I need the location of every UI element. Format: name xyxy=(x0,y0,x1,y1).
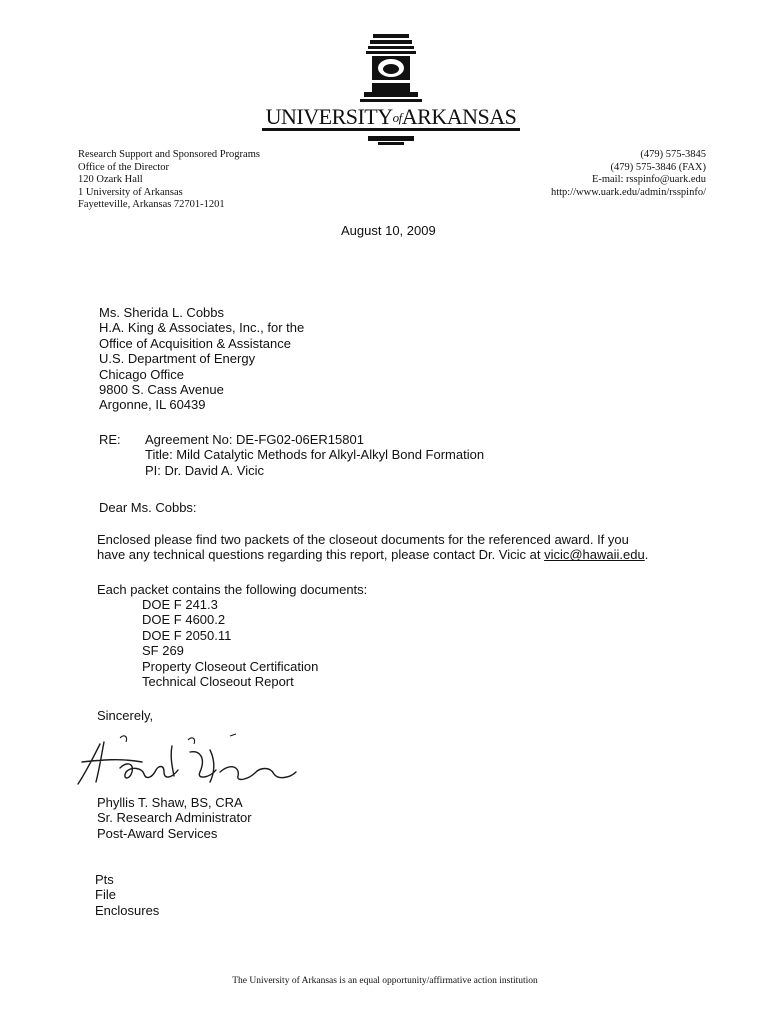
signer-name: Phyllis T. Shaw, BS, CRA xyxy=(97,795,243,810)
paragraph-text: have any technical questions regarding this report, please contact Dr. Vicic at xyxy=(97,547,545,563)
paragraph-line: Enclosed please find two packets of the closeout documents for the referenced award. If you xyxy=(97,532,629,547)
contact-email-link[interactable]: vicic@hawaii.edu xyxy=(544,547,645,563)
paragraph-line xyxy=(97,547,697,562)
signer-block xyxy=(97,795,252,841)
closing: Sincerely, xyxy=(97,708,154,723)
logo-of: of xyxy=(392,110,402,125)
cc-line: Enclosures xyxy=(95,902,160,918)
cc-line: Pts xyxy=(95,872,114,887)
fax: (479) 575-3846 (FAX) xyxy=(610,161,706,173)
document-item: DOE F 2050.11 xyxy=(142,627,232,643)
re-block xyxy=(145,432,484,478)
dept-line: Research Support and Sponsored Programs xyxy=(78,149,260,160)
recipient-line: Office of Acquisition & Assistance xyxy=(99,335,291,351)
recipient-line: U.S. Department of Energy xyxy=(99,351,256,367)
phone: (479) 575-3845 xyxy=(640,149,706,160)
footer-notice: The University of Arkansas is an equal opportunity/affirmative action institution xyxy=(232,976,538,986)
signer-title: Sr. Research Administrator xyxy=(97,810,252,826)
logo-wordmark xyxy=(262,104,520,130)
dept-line: Fayetteville, Arkansas 72701-1201 xyxy=(78,199,225,211)
agreement-number: Agreement No: DE-FG02-06ER15801 xyxy=(145,432,364,447)
salutation: Dear Ms. Cobbs: xyxy=(99,500,197,515)
recipient-line: Chicago Office xyxy=(99,366,185,382)
packet-intro: Each packet contains the following documents: xyxy=(97,582,368,597)
logo-state: ARKANSAS xyxy=(401,104,517,129)
document-item: DOE F 241.3 xyxy=(142,597,218,612)
dept-line: Office of the Director xyxy=(78,161,170,173)
logo-name: UNIVERSITY xyxy=(265,104,393,129)
handwritten-signature xyxy=(60,722,310,802)
dept-line: 120 Ozark Hall xyxy=(78,174,143,186)
body-paragraph xyxy=(97,532,697,563)
recipient-line: Argonne, IL 60439 xyxy=(99,397,206,413)
principal-investigator: PI: Dr. David A. Vicic xyxy=(145,462,264,478)
paragraph-period: . xyxy=(644,547,649,563)
department-address xyxy=(78,149,260,212)
recipient-line: 9800 S. Cass Avenue xyxy=(99,382,224,398)
document-list xyxy=(142,597,318,689)
award-title: Title: Mild Catalytic Methods for Alkyl-Alkyl Bond Formation xyxy=(145,447,485,463)
email: E-mail: rsspinfo@uark.edu xyxy=(591,174,706,186)
document-item: DOE F 4600.2 xyxy=(142,612,226,628)
document-item: Property Closeout Certification xyxy=(142,658,319,674)
document-item: SF 269 xyxy=(142,643,184,659)
letter-date: August 10, 2009 xyxy=(341,223,436,238)
recipient-line: Ms. Sherida L. Cobbs xyxy=(99,305,225,320)
signer-unit: Post-Award Services xyxy=(97,825,218,841)
document-item: Technical Closeout Report xyxy=(142,674,294,690)
recipient-line: H.A. King & Associates, Inc., for the xyxy=(99,320,305,336)
re-label: RE: xyxy=(99,432,121,447)
dept-line: 1 University of Arkansas xyxy=(78,186,183,198)
university-logo xyxy=(260,30,522,148)
department-contact xyxy=(551,149,706,199)
website: http://www.uark.edu/admin/rsspinfo/ xyxy=(550,186,706,198)
cc-line: File xyxy=(95,887,116,903)
recipient-address xyxy=(99,305,304,413)
cc-block xyxy=(95,872,159,918)
